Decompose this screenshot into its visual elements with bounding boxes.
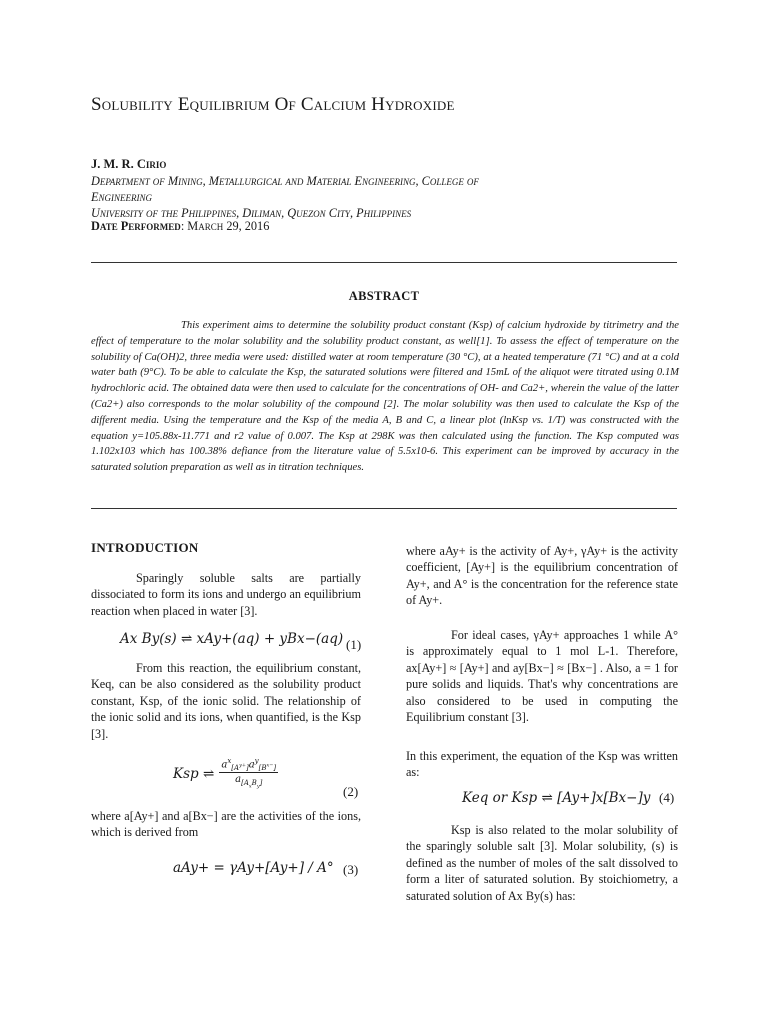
equation-2-number: (2) [343, 784, 359, 799]
paper-title: Solubility Equilibrium Of Calcium Hydroxide [91, 94, 455, 115]
abstract-heading: ABSTRACT [348, 289, 420, 303]
equation-4: Keq or Ksp ⇌ [Ay+]x[Bx−]y [462, 790, 651, 806]
equation-1-number: (1) [346, 637, 362, 652]
equation-2-fraction: $\frac{a^x_{[A^{y+}]}a^y_{[B^{x-}]}}{a_{[A_xB_y]}}$ [221, 757, 277, 790]
divider-top [91, 262, 677, 263]
affiliation-line-3: University of the Philippines, Diliman, Quezon City, Philippines [91, 206, 412, 220]
date-performed: Date Performed: March 29, 2016 [91, 219, 270, 233]
equation-4-number: (4) [659, 790, 675, 805]
divider-bottom [91, 508, 677, 509]
affiliation-line-1: Department of Mining, Metallurgical and Material Engineering, College of [91, 174, 479, 188]
author-name: J. M. R. Cirio [91, 157, 167, 171]
abstract-text: This experiment aims to determine the solubility product constant (Ksp) of calcium hydroxide by titrimetry and the effect of temperature to the molar solubility and the solubility product constant, as well[1]. To assess the effect of temperature on the solubility of Ca(OH)2, three media were used: distilled water at room temperature (30 °C), at a heated temperature (71 °C) and at a cold water bath (9°C). To be able to calculate the Ksp, the saturated solutions were filtered and 15mL of the aliquot were titrated using 0.1M hydrochloric acid. The obtained data were then used to calculate for the concentrations of OH- and Ca2+, wherein the value of the latter (Ca2+) also corresponds to the molar solubility of the compound [2]. The molar solubility was then used to calculate the Ksp of the different media. Using the temperature and the Ksp of the media A, B and C, a linear plot (lnKsp vs. 1/T) was constructed with the equation y=105.88x-11.771 and r2 value of 0.007. The Ksp at 298K was then calculated using the function. The Ksp computed was 1.102x103 which has 100.38% defiance from the literature value of 5.5x10-6. This experiment can be improved by accuracy in the saturated solution preparation as well as in titration techniques. [91, 320, 679, 474]
right-paragraph-2: For ideal cases, γAy+ approaches 1 while A° is approximately equal to 1 mol L-1. Therefore, ax[Ay+] ≈ [Ay+] and ay[Bx−] ≈ [Bx−] . Also, a = 1 for pure solids and liquids. That's why concentrations are also considered to be used in computing the Equilibrium constant [3]. [406, 628, 678, 725]
right-paragraph-4: Ksp is also related to the molar solubility of the sparingly soluble salt [3]. Molar solubility, (s) is defined as the number of moles of the salt dissolved to form a liter of saturated solution. By stoichiometry, a saturated solution of Ax By(s) has: [406, 823, 678, 903]
equation-1: Ax By(s) ⇌ xAy+(aq) + yBx−(aq) [120, 631, 344, 647]
right-paragraph-3: In this experiment, the equation of the Ksp was written as: [406, 749, 678, 780]
equation-2 [173, 757, 278, 790]
affiliation-line-2: Engineering [91, 190, 153, 204]
equation-2-lhs: Ksp ⇌ [173, 765, 215, 782]
introduction-heading: INTRODUCTION [91, 540, 199, 555]
intro-paragraph-2: From this reaction, the equilibrium constant, Keq, can be also considered as the solubility product constant, Ksp, of the ionic solid. The relationship of the ionic solid and its ions, when quantified, is the Ksp [3]. [91, 661, 361, 741]
intro-paragraph-1: Sparingly soluble salts are partially dissociated to form its ions and undergo an equilibrium reaction when placed in water [3]. [91, 571, 361, 618]
right-paragraph-1: where aAy+ is the activity of Ay+, γAy+ is the activity coefficient, [Ay+] is the equilibrium concentration of Ay+, and A° is the concentration for the reference state of Ay+. [406, 544, 678, 608]
equation-3: aAy+ = γAy+[Ay+] / A° [173, 860, 334, 876]
intro-paragraph-3: where a[Ay+] and a[Bx−] are the activities of the ions, which is derived from [91, 809, 361, 840]
equation-3-number: (3) [343, 862, 359, 877]
